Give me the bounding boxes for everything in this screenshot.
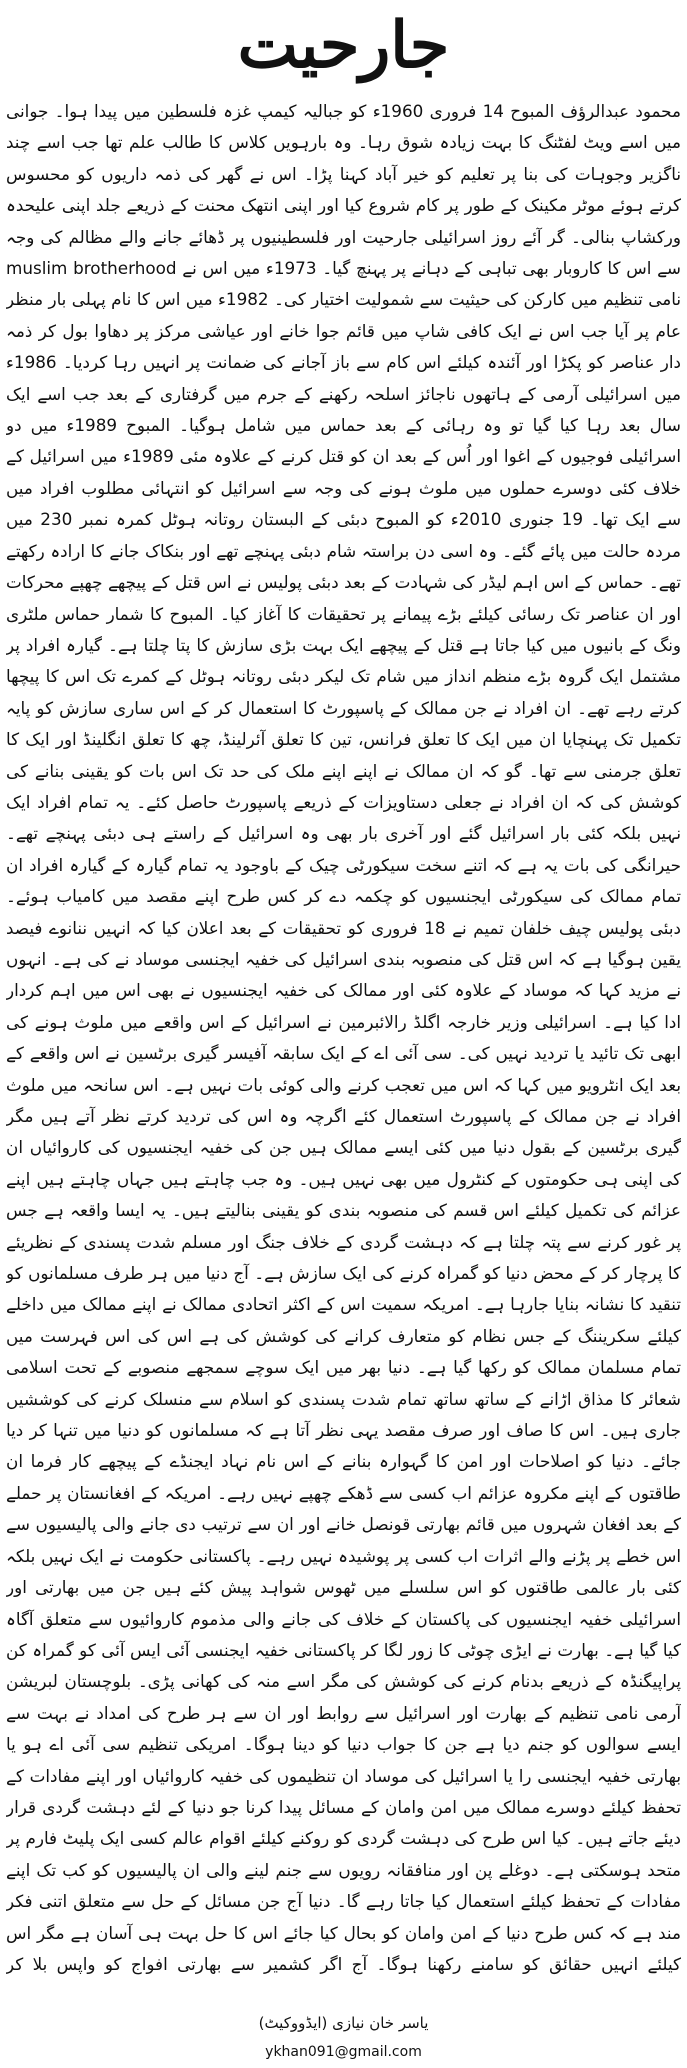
author-byline: یاسر خان نیازی (ایڈووکیٹ) (258, 2014, 429, 2032)
article-body-text: محمود عبدالرؤف المبوح 14 فروری 1960ء کو جبالیہ کیمپ غزہ فلسطین میں پیدا ہوا۔ جوانی میں اسے ویٹ لفٹنگ کا بہت زیادہ شوق رہا۔ وہ بارہویں کلاس کا طالب علم تھا جب اسے چند ناگزیر وجوہات کی بنا پر تعلیم کو خیر آباد کہنا پڑا۔ اس نے گھر کی ذمہ داریوں کو محسوس کرتے ہوئے موٹر مکینک کے طور پر کام شروع کیا اور اپنی انتھک محنت کے ذریعے جلد اپنی علیحدہ ورکشاپ بنالی۔ گر آئے روز اسرائیلی جارحیت اور فلسطینیوں پر ڈھائے جانے والے مظالم کی وجہ سے اس کا کاروبار بھی تباہی کے دہانے پر پہنچ گیا۔ 1973ء میں اس نے muslim brotherhood نامی تنظیم میں کارکن کی حیثیت سے شمولیت اختیار کی۔ 1982ء میں اس کا نام پہلی بار منظر عام پر آیا جب اس نے ایک کافی شاپ میں قائم جوا خانے اور عیاشی مرکز پر دھاوا بول کر ذمہ دار عناصر کو پکڑا اور آئندہ کیلئے اس کام سے باز آجانے کی ضمانت پر انہیں رہا کردیا۔ 1986ء میں اسرائیلی آرمی کے ہاتھوں ناجائز اسلحہ رکھنے کے جرم میں گرفتاری کے بعد جب اسے ایک سال بعد رہا کیا گیا تو وہ رہائی کے بعد حماس میں شامل ہوگیا۔ المبوح 1989ء میں دو اسرائیلی فوجیوں کے اغوا اور اُس کے بعد ان کو قتل کرنے کے علاوہ مئی 1989ء میں اسرائیل کے خلاف کئی دوسرے حملوں میں ملوث ہونے کی وجہ سے اسرائیل کو انتہائی مطلوب افراد میں سے ایک تھا۔ 19 جنوری 2010ء کو المبوح دبئی کے البستان روتانہ ہوٹل کمرہ نمبر 230 میں مردہ حالت میں پائے گئے۔ وہ اسی دن براستہ شام دبئی پہنچے تھے اور بنکاک جانے کا ارادہ رکھتے تھے۔ حماس کے اس اہم لیڈر کی شہادت کے بعد دبئی پولیس نے اس قتل کے پیچھے چھپے محرکات اور ان عناصر تک رسائی کیلئے بڑے پیمانے پر تحقیقات کا آغاز کیا۔ المبوح کا شمار حماس ملٹری ونگ کے بانیوں میں کیا جاتا ہے قتل کے پیچھے ایک بہت بڑی سازش کا پتا چلتا ہے۔ گیارہ افراد پر مشتمل ایک گروہ بڑے منظم انداز میں شام تک لیکر دبئی روتانہ ہوٹل کے کمرے تک اس کا پیچھا کرتے رہے تھے۔ ان افراد نے جن ممالک کے پاسپورٹ کا استعمال کر کے اس ساری سازش کو پایہ تکمیل تک پہنچایا ان میں ایک کا تعلق فرانس، تین کا تعلق آئرلینڈ، چھ کا تعلق انگلینڈ اور ایک کا تعلق جرمنی سے تھا۔ گو کہ ان ممالک نے اپنے اپنے ملک کی حد تک اس بات کو یقینی بنانے کی کوشش کی کہ ان افراد نے جعلی دستاویزات کے ذریعے پاسپورٹ حاصل کئے۔ یہ تمام افراد ایک نہیں بلکہ کئی بار اسرائیل گئے اور آخری بار بھی وہ اسرائیل کے راستے ہی دبئی پہنچے تھے۔ حیرانگی کی بات یہ ہے کہ اتنے سخت سیکورٹی چیک کے باوجود یہ تمام گیارہ کے گیارہ افراد ان تمام ممالک کی سیکورٹی ایجنسیوں کو چکمہ دے کر کس طرح اپنے مقصد میں کامیاب ہوئے۔ دبئی پولیس چیف خلفان تمیم نے 18 فروری کو تحقیقات کے بعد اعلان کیا کہ انہیں ننانوے فیصد یقین ہوگیا ہے کہ اس قتل کی منصوبہ بندی اسرائیل کی خفیہ ایجنسی موساد نے کی ہے۔ انہوں نے مزید کہا کہ موساد کے علاوہ کئی اور ممالک کی خفیہ ایجنسیوں نے بھی اس میں اہم کردار ادا کیا ہے۔ اسرائیلی وزیر خارجہ اگلڈ رالائبرمین نے اسرائیل کے اس واقعے میں ملوث ہونے کی ابھی تک تائید یا تردید نہیں کی۔ سی آئی اے کے ایک سابقہ آفیسر گیری برٹسین نے اس واقعے کے بعد ایک انٹرویو میں کہا کہ اس میں تعجب کرنے والی کوئی بات نہیں ہے۔ اس سانحہ میں ملوث افراد نے جن ممالک کے پاسپورٹ استعمال کئے اگرچہ وہ اس کی تردید کرتے نظر آتے ہیں مگر گیری برٹسین کے بقول دنیا میں کئی ایسے ممالک ہیں جن کی خفیہ ایجنسیوں کی کاروائیاں ان کی اپنی ہی حکومتوں کے کنٹرول میں بھی نہیں ہیں۔ وہ جب چاہتے ہیں جہاں چاہتے ہیں اپنے عزائم کی تکمیل کیلئے اس قسم کی منصوبہ بندی کو یقینی بنالیتے ہیں۔ یہ ایسا واقعہ ہے جس پر غور کرنے سے پتہ چلتا ہے کہ دہشت گردی کے خلاف جنگ اور مسلم شدت پسندی کے نظریئے کا پرچار کر کے محض دنیا کو گمراہ کرنے کی ایک سازش ہے۔ آج دنیا میں ہر طرف مسلمانوں کو تنقید کا نشانہ بنایا جارہا ہے۔ امریکہ سمیت اس کے اکثر اتحادی ممالک نے اپنے ممالک میں داخلے کیلئے سکریننگ کے جس نظام کو متعارف کرانے کی کوشش کی ہے اس کی اس فہرست میں تمام مسلمان ممالک کو رکھا گیا ہے۔ دنیا بھر میں ایک سوچے سمجھے منصوبے کے تحت اسلامی شعائر کا مذاق اڑانے کے ساتھ ساتھ تمام شدت پسندی کو اسلام سے منسلک کرنے کی کوششیں جاری ہیں۔ اس کا صاف اور صرف مقصد یہی نظر آتا ہے کہ مسلمانوں کو دنیا میں تنہا کر دیا جائے۔ دنیا کو اصلاحات اور امن کا گہوارہ بنانے کے اس نام نہاد ایجنڈے کے پیچھے کار فرما ان طاقتوں کے اپنے مکروہ عزائم اب کسی سے ڈھکے چھپے نہیں رہے۔ امریکہ کے افغانستان پر حملے کے بعد افغان شہروں میں قائم بھارتی قونصل خانے اور ان سے ترتیب دی جانے والی پالیسیوں سے اس خطے پر پڑنے والے اثرات اب کسی پر پوشیدہ نہیں رہے۔ پاکستانی حکومت نے ایک نہیں بلکہ کئی بار عالمی طاقتوں کو اس سلسلے میں ٹھوس شواہد پیش کئے ہیں جن میں بھارتی اور اسرائیلی خفیہ ایجنسیوں کی پاکستان کے خلاف کی جانے والی مذموم کاروائیوں سے متعلق آگاہ کیا گیا ہے۔ بھارت نے ایڑی چوٹی کا زور لگا کر پاکستانی خفیہ ایجنسی آئی ایس آئی کو گمراہ کن پراپیگنڈہ کے ذریعے بدنام کرنے کی کوشش کی مگر اسے منہ کی کھانی پڑی۔ بلوچستان لبریشن آرمی نامی تنظیم کے بھارت اور اسرائیل سے روابط اور ان سے ہر طرح کی امداد نے بہت سے ایسے سوالوں کو جنم دیا ہے جن کا جواب دنیا کو دینا ہوگا۔ امریکی تنظیم سی آئی اے ہو یا بھارتی خفیہ ایجنسی را یا اسرائیل کی موساد ان تنظیموں کی خفیہ کاروائیاں اور اپنے مفادات کے تحفظ کیلئے دوسرے ممالک میں امن وامان کے مسائل پیدا کرنا جو دنیا کے لئے دہشت گردی قرار دیئے جاتے ہیں۔ کیا اس طرح کی دہشت گردی کو روکنے کیلئے اقوام عالم کسی ایک پلیٹ فارم پر متحد ہوسکتی ہے۔ دوغلے پن اور منافقانہ رویوں سے جنم لینے والی ان پالیسیوں کو کب تک اپنے مفادات کے تحفظ کیلئے استعمال کیا جاتا رہے گا۔ دنیا آج جن مسائل کے حل سے متعلق اتنی فکر مند ہے کہ کس طرح دنیا کے امن وامان کو بحال کیا جائے اس کا حل بہت ہی آسان ہے مگر اس کیلئے انہیں حقائق کو سامنے رکھنا ہوگا۔ آج اگر کشمیر سے بھارتی افواج کو واپس بلا کر (6, 101, 681, 1974)
article-body (6, 96, 681, 1984)
article-headline: جارحیت (237, 8, 450, 83)
author-email: ykhan091@gmail.com (265, 2044, 422, 2060)
